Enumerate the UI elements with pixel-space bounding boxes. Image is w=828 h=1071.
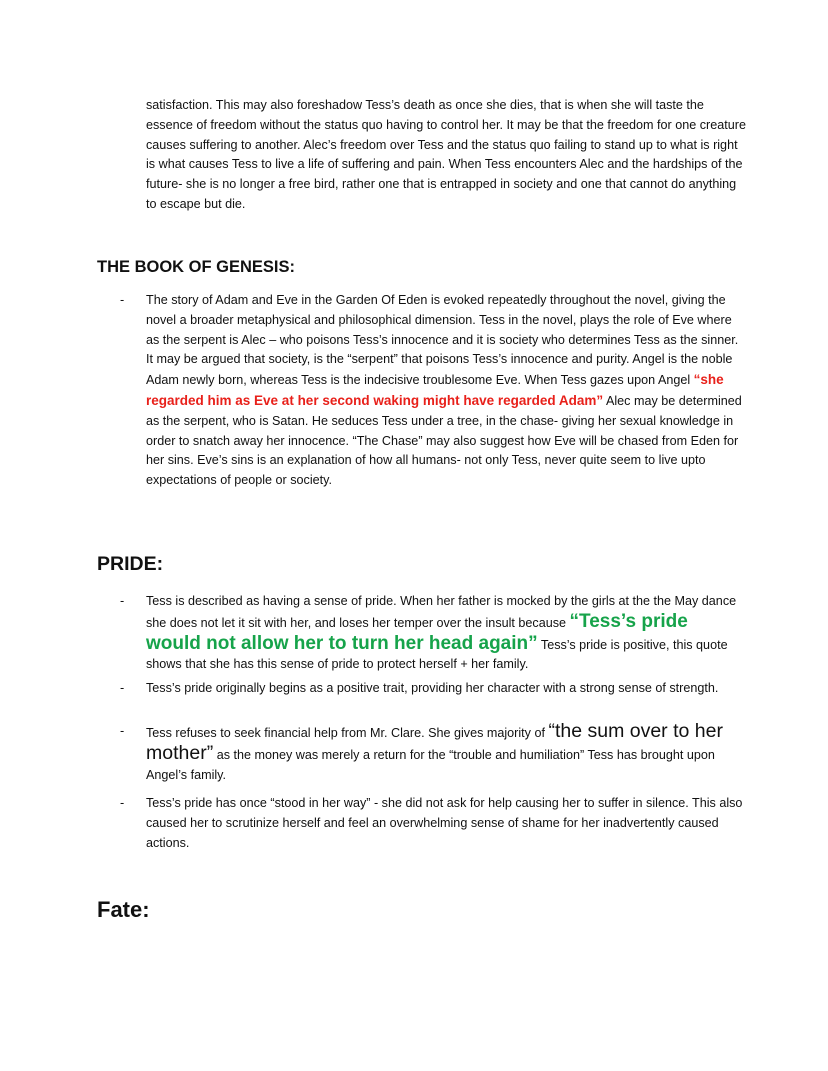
pride-point-3-before: Tess refuses to seek financial help from Mr. Clare. She gives majority of: [146, 726, 545, 740]
genesis-text-after: Alec may be determined as the serpent, who is Satan. He seduces Tess under a tree, in the chase- giving her sexual knowledge in order to snatch away her innocence. “The Chase” may also suggest how Eve will be chased from Eden for her sins. Eve’s sins is an explanation of how all humans- not only Tess, never quite seem to live upto expectations of people or society.: [146, 393, 742, 488]
pride-point-1-before: Tess is described as having a sense of pride. When her father is mocked by the girls at the the May dance she does not let it sit with her, and loses her temper over the insult because: [146, 594, 737, 630]
genesis-bullet: -: [120, 293, 125, 307]
pride-point-3-after: as the money was merely a return for the “trouble and humiliation” Tess has brought upon Angel’s family.: [146, 747, 715, 782]
pride-bullet-1: -: [120, 594, 125, 608]
pride-point-1-after: Tess’s pride is positive, this quote shows that she has this sense of pride to protect herself + her family.: [146, 637, 728, 672]
genesis-paragraph: [146, 291, 746, 491]
genesis-quote: “she regarded him as Eve at her second waking might have regarded Adam”: [146, 372, 724, 408]
pride-point-2: Tess’s pride originally begins as a positive trait, providing her character with a strong sense of strength.: [146, 681, 719, 695]
pride-bullet-3: -: [120, 724, 125, 738]
genesis-heading: THE BOOK OF GENESIS:: [97, 258, 296, 276]
pride-point-1: [146, 592, 746, 675]
pride-quote-green: “Tess’s pride would not allow her to turn her head again”: [146, 610, 688, 654]
pride-point-3: [146, 722, 746, 785]
pride-quote-sum: “the sum over to her mother”: [146, 720, 723, 764]
intro-paragraph: satisfaction. This may also foreshadow Tess’s death as once she dies, that is when she will taste the essence of freedom without the status quo having to control her. It may be that the freedom for one creature causes suffering to another. Alec’s freedom over Tess and the status quo failing to stand up to what is right is what causes Tess to live a life of suffering and pain. When Tess encounters Alec and the hardships of the future- she is no longer a free bird, rather one that is entrapped in society and one that cannot do anything to escape but die.: [146, 98, 746, 211]
pride-heading: PRIDE:: [97, 553, 164, 575]
pride-bullet-4: -: [120, 796, 125, 810]
pride-bullet-2: -: [120, 681, 125, 695]
genesis-text-before: The story of Adam and Eve in the Garden Of Eden is evoked repeatedly throughout the novel, giving the novel a broader metaphysical and philosophical dimension. Tess in the novel, plays the role of Eve where as the serpent is Alec – who poisons Tess’s innocence and it is society who determines Tess as the sinner. It may be argued that society, is the “serpent” that poisons Tess’s innocence and purity. Angel is the noble Adam newly born, whereas Tess is the indecisive troublesome Eve. When Tess gazes upon Angel: [146, 293, 739, 388]
pride-point-4: Tess’s pride has once “stood in her way” - she did not ask for help causing her to suffer in silence. This also caused her to scrutinize herself and feel an overwhelming sense of shame for her inadvertently caused actions.: [146, 796, 743, 850]
fate-heading: Fate:: [97, 897, 150, 922]
